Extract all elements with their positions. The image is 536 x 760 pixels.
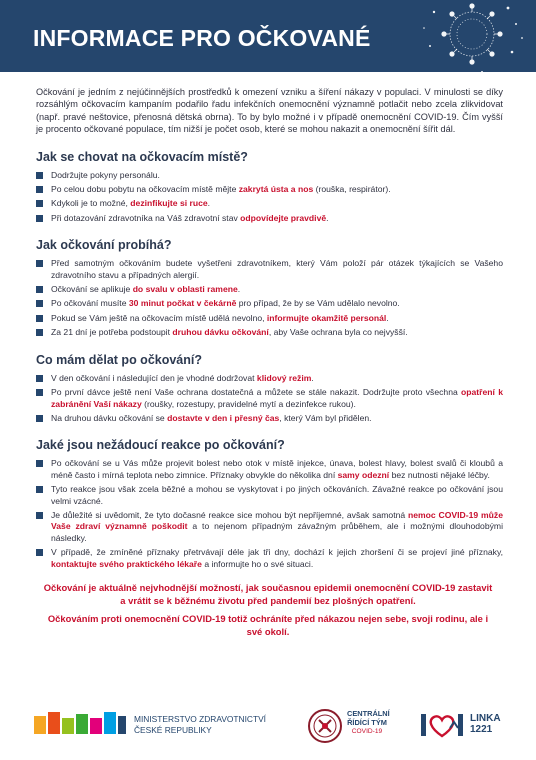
list-item <box>36 313 503 324</box>
list-item <box>36 484 503 507</box>
item-text: Dodržujte pokyny personálu. <box>51 169 160 180</box>
item-text: , který Vám byl přidělen. <box>279 412 372 423</box>
bullet-square-icon <box>36 415 43 422</box>
bullet-square-icon <box>36 389 43 396</box>
item-text: Tyto reakce jsou však zcela běžné a mohou se vyskytovat i po jiných očkováních. Závažné reakce po očkování jsou velmi vzácné. <box>51 484 503 506</box>
section <box>0 353 536 425</box>
item-text: bez nutnosti nějaké léčby. <box>389 469 490 480</box>
item-text: pro případ, že by se Vám udělalo nevolno. <box>236 298 400 309</box>
section <box>0 238 536 338</box>
ministry-line-1: MINISTERSTVO ZDRAVOTNICTVÍ <box>134 714 266 724</box>
item-text: . <box>207 198 211 209</box>
bullet-list <box>36 458 503 570</box>
crt-line-1: CENTRÁLNÍ <box>347 709 390 718</box>
linka-line-1: LINKA <box>470 713 501 724</box>
ministry-logo <box>32 706 128 746</box>
item-text: V den očkování i následující den je vhodné dodržovat <box>51 372 257 383</box>
item-text: Pokud se Vám ještě na očkovacím místě udělá nevolno, <box>51 312 267 323</box>
item-text: Při dotazování zdravotníka na Váš zdravotní stav <box>51 212 241 223</box>
bullet-square-icon <box>36 329 43 336</box>
crt-line-2: ŘÍDÍCÍ TÝM <box>347 717 387 727</box>
footer <box>0 704 536 760</box>
highlighted-text: informujte okamžitě personál <box>266 312 387 323</box>
section-heading: Co mám dělat po očkování? <box>36 352 203 367</box>
list-item <box>36 413 503 424</box>
closing-statement-2: Očkováním proti onemocnění COVID-19 totiž ochráníte před nákazou nejen sebe, svoji rodinu, ale i své okolí. <box>47 613 489 637</box>
list-item <box>36 373 503 384</box>
list-item <box>36 298 503 309</box>
linka-line-2: 1221 <box>470 724 493 735</box>
list-item <box>36 258 503 281</box>
item-text: Po očkování se u Vás může projevit bolest nebo otok v místě injekce, únava, bolest hlavy, bolest svalů či kloubů a méně často i mírná teplota nebo zimnice. Příznaky obvykle do několika dní <box>51 458 503 480</box>
list-item <box>36 198 503 209</box>
list-item <box>36 327 503 338</box>
bullet-square-icon <box>36 172 43 179</box>
list-item <box>36 170 503 181</box>
item-text: Po celou dobu pobytu na očkovacím místě mějte <box>51 184 239 195</box>
crt-label <box>347 709 390 736</box>
bullet-square-icon <box>36 486 43 493</box>
bullet-square-icon <box>36 260 43 267</box>
bullet-square-icon <box>36 186 43 193</box>
bullet-square-icon <box>36 300 43 307</box>
item-text: Za 21 dní je potřeba podstoupit <box>51 327 173 338</box>
list-item <box>36 213 503 224</box>
bullet-square-icon <box>36 549 43 556</box>
highlighted-text: samy odezní <box>337 469 390 480</box>
heart-linka-icon <box>420 712 464 740</box>
highlighted-text: opatření k zabránění Vaší nákazy <box>51 387 503 409</box>
bullet-square-icon <box>36 512 43 519</box>
intro-paragraph: Očkování je jedním z nejúčinnějších prostředků k omezení vzniku a šíření nákazy v populaci. V minulosti se díky rozsáhlým očkovacím kampaním podařilo řadu infekčních onemocnění významně potlačit nebo zcela zlikvidovat (např. pravé neštovice, přenosná dětská obrna). To by bylo možné i v případě onemocnění COVID-19. Čím vyšší je procento očkované populace, tím nižší je počet osob, které se mohou nakazit a onemocnění šířit dál. <box>36 87 503 135</box>
item-text: . <box>386 312 389 323</box>
list-item <box>36 510 503 544</box>
list-item <box>36 387 503 410</box>
closing-block <box>0 582 536 638</box>
item-text: , aby Vaše ochrana byla co nejvyšší. <box>268 327 408 338</box>
page-header <box>0 0 536 72</box>
item-text: (roušky, rozestupy, pravidelné mytí a dezinfekce rukou). <box>141 398 356 409</box>
list-item <box>36 184 503 195</box>
section <box>0 438 536 570</box>
item-text: Je důležité si uvědomit, že tyto dočasné reakce sice mohou být nepříjemné, avšak samotná <box>51 509 408 520</box>
sections-container <box>0 150 536 570</box>
bullet-square-icon <box>36 315 43 322</box>
item-text: Před samotným očkováním budete vyšetřeni zdravotníkem, který Vám položí pár otázek týkajících se Vašeho zdravotního stavu a případných alergií. <box>51 258 503 280</box>
item-text: a to nejenom případným závažným průběhem, ale i možnými dlouhodobými následky. <box>51 521 503 543</box>
highlighted-text: druhou dávku očkování <box>172 327 269 338</box>
ministry-line-2: ČESKÉ REPUBLIKY <box>134 725 212 735</box>
closing-statement-1: Očkování je aktuálně nejvhodnější možností, jak současnou epidemii onemocnění COVID-19 zastavit a vrátit se k běžnému životu před pandemií bez plošných opatření. <box>43 581 493 606</box>
highlighted-text: zakrytá ústa a nos <box>238 184 314 195</box>
highlighted-text: 30 minut počkat v čekárně <box>128 298 237 309</box>
main-content <box>0 86 536 644</box>
virus-icon <box>412 0 532 72</box>
crt-emblem-icon <box>307 706 343 746</box>
highlighted-text: kontaktujte svého praktického lékaře <box>51 558 202 569</box>
item-text: . <box>326 212 329 223</box>
item-text: (rouška, respirátor). <box>313 184 391 195</box>
list-item <box>36 547 503 570</box>
bullet-list <box>36 258 503 338</box>
list-item <box>36 458 503 481</box>
section-heading: Jak se chovat na očkovacím místě? <box>36 149 248 164</box>
highlighted-text: dostavte v den i přesný čas <box>167 412 280 423</box>
item-text: Kdykoli je to možné, <box>51 198 131 209</box>
bullet-square-icon <box>36 200 43 207</box>
ministry-name <box>134 714 266 736</box>
bullet-square-icon <box>36 460 43 467</box>
crt-line-3: COVID-19 <box>351 727 383 735</box>
item-text: Očkování se aplikuje <box>51 284 133 295</box>
item-text: a informujte ho o své situaci. <box>201 558 314 569</box>
highlighted-text: klidový režim <box>256 372 312 383</box>
item-text: . <box>311 372 314 383</box>
bullet-square-icon <box>36 375 43 382</box>
highlighted-text: odpovídejte pravdivě <box>240 212 327 223</box>
list-item <box>36 284 503 295</box>
highlighted-text: dezinfikujte si ruce <box>130 198 208 209</box>
item-text: V případě, že zmíněné příznaky přetrvávají déle jak tři dny, dochází k jejich zhoršení či se projeví jiné příznaky, <box>51 547 503 558</box>
page-title: INFORMACE PRO OČKOVANÉ <box>33 25 371 51</box>
bullet-list <box>36 373 503 425</box>
item-text: . <box>237 284 241 295</box>
item-text: Po první dávce ještě není Vaše ochrana dostatečná a můžete se stále nakazit. Dodržujte proto všechna <box>51 387 462 398</box>
bullet-square-icon <box>36 286 43 293</box>
item-text: Na druhou dávku očkování se <box>51 412 168 423</box>
section-heading: Jak očkování probíhá? <box>36 238 172 253</box>
section <box>0 150 536 225</box>
section-heading: Jaké jsou nežádoucí reakce po očkování? <box>36 438 285 453</box>
highlighted-text: do svalu v oblasti ramene <box>132 284 238 295</box>
item-text: Po očkování musíte <box>51 298 129 309</box>
highlighted-text: nemoc COVID-19 může Vaše zdraví významně poškodit <box>51 509 503 532</box>
bullet-list <box>36 170 503 225</box>
bullet-square-icon <box>36 215 43 222</box>
linka-label <box>470 713 501 735</box>
